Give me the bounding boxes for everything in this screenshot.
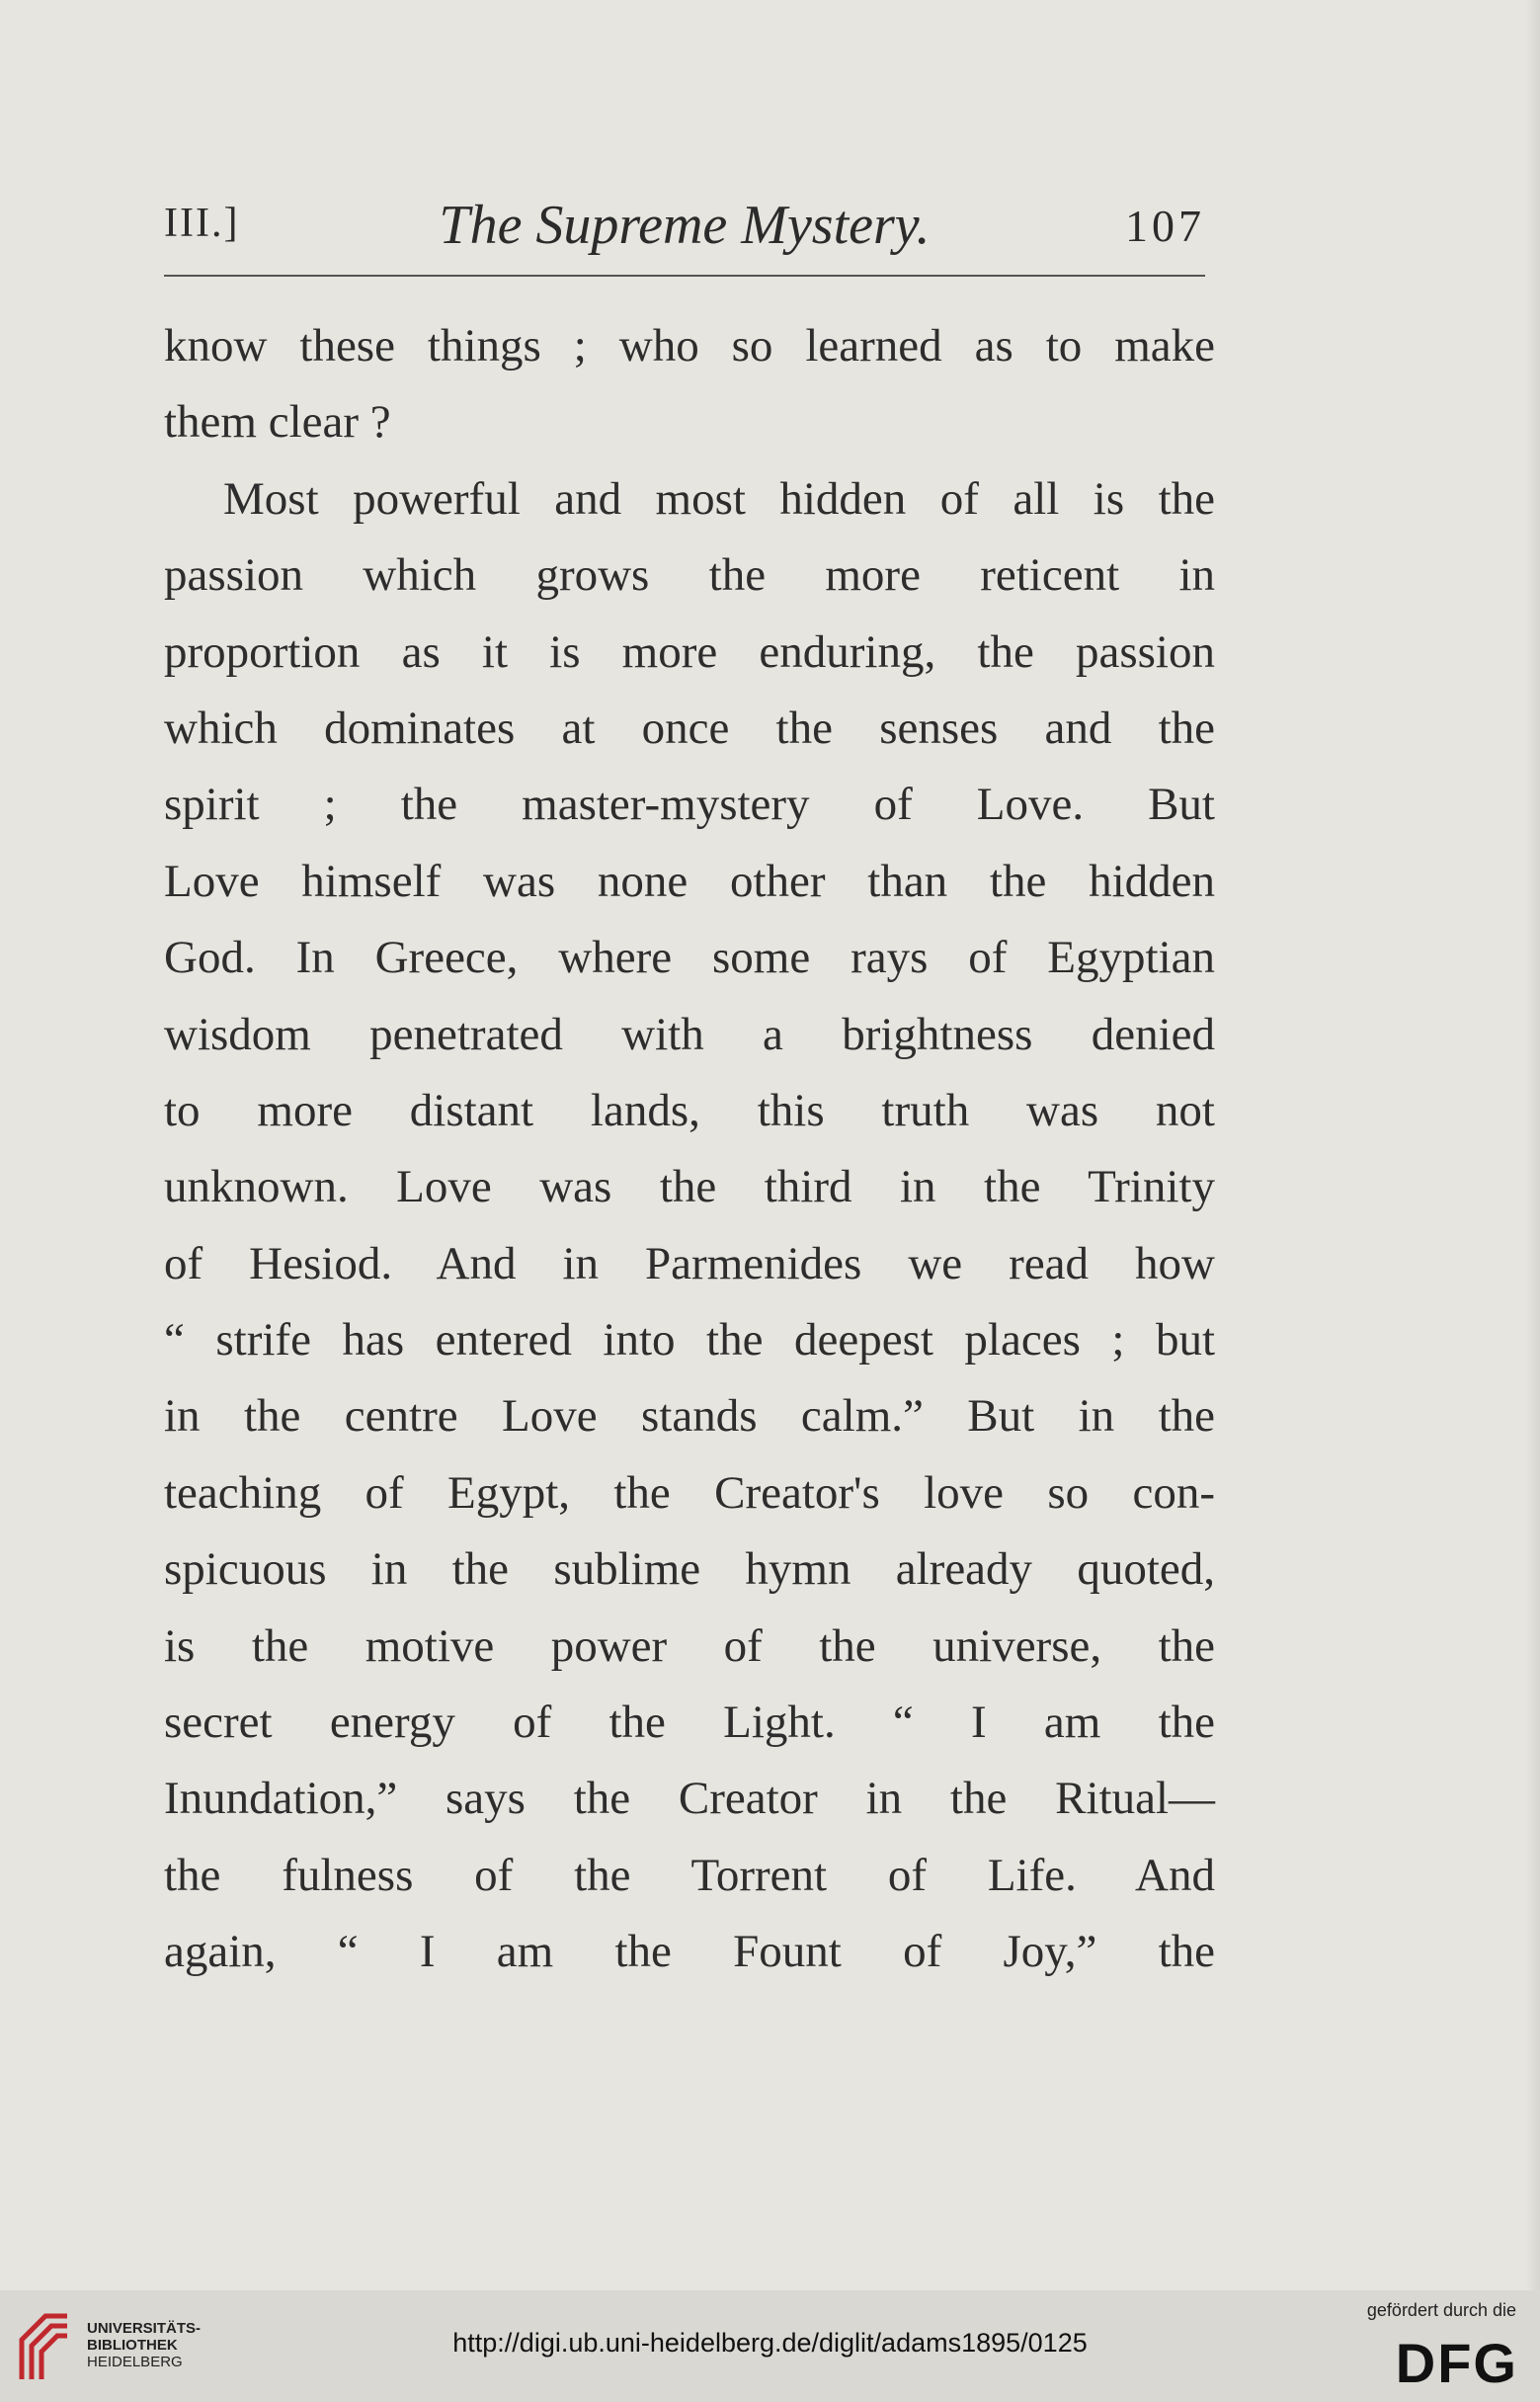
text-line: again, “ I am the Fount of Joy,” the bbox=[164, 1926, 1215, 1978]
page-number: 107 bbox=[1125, 201, 1205, 251]
text-line: God. In Greece, where some rays of Egyptian bbox=[164, 932, 1215, 984]
permalink-url[interactable]: http://digi.ub.uni-heidelberg.de/diglit/adams1895/0125 bbox=[452, 2328, 1088, 2358]
text-line: unknown. Love was the third in the Trinity bbox=[164, 1161, 1215, 1213]
text-line: is the motive power of the universe, the bbox=[164, 1619, 1215, 1672]
text-line: spirit ; the master-mystery of Love. But bbox=[164, 779, 1215, 831]
running-title: The Supreme Mystery. bbox=[439, 195, 931, 256]
text-line: which dominates at once the senses and the bbox=[164, 702, 1215, 754]
text-line: Inundation,” says the Creator in the Ritual— bbox=[164, 1773, 1215, 1825]
text-line: proportion as it is more enduring, the passion bbox=[164, 625, 1215, 678]
library-name-line: BIBLIOTHEK bbox=[87, 2337, 178, 2354]
text-line: spicuous in the sublime hymn already quoted, bbox=[164, 1543, 1215, 1596]
text-line: to more distant lands, this truth was not bbox=[164, 1084, 1215, 1136]
text-line: them clear ? bbox=[164, 396, 391, 449]
text-line: wisdom penetrated with a brightness denied bbox=[164, 1008, 1215, 1060]
text-line: Love himself was none other than the hidden bbox=[164, 855, 1215, 907]
library-name-line: UNIVERSITÄTS- bbox=[87, 2320, 202, 2337]
text-line: the fulness of the Torrent of Life. And bbox=[164, 1849, 1215, 1901]
funder-label: gefördert durch die bbox=[1366, 2300, 1516, 2320]
dfg-logo-icon: DFG bbox=[1395, 2332, 1518, 2394]
header-rule bbox=[164, 275, 1205, 277]
text-line: know these things ; who so learned as to make bbox=[164, 320, 1215, 372]
body-text bbox=[164, 308, 1215, 1991]
text-line: of Hesiod. And in Parmenides we read how bbox=[164, 1237, 1215, 1289]
text-line: passion which grows the more reticent in bbox=[164, 549, 1215, 602]
text-line: “ strife has entered into the deepest places ; but bbox=[164, 1314, 1215, 1367]
chapter-number: III.] bbox=[164, 201, 240, 246]
page-edge-shadow bbox=[1526, 0, 1540, 2290]
text-line: in the centre Love stands calm.” But in the bbox=[164, 1390, 1215, 1443]
running-head bbox=[164, 194, 1205, 263]
text-line: secret energy of the Light. “ I am the bbox=[164, 1697, 1215, 1749]
library-name-line: HEIDELBERG bbox=[87, 2354, 183, 2370]
text-line: Most powerful and most hidden of all is the bbox=[223, 472, 1215, 525]
text-line: teaching of Egypt, the Creator's love so con- bbox=[164, 1466, 1215, 1519]
digitization-footer bbox=[0, 2290, 1540, 2402]
